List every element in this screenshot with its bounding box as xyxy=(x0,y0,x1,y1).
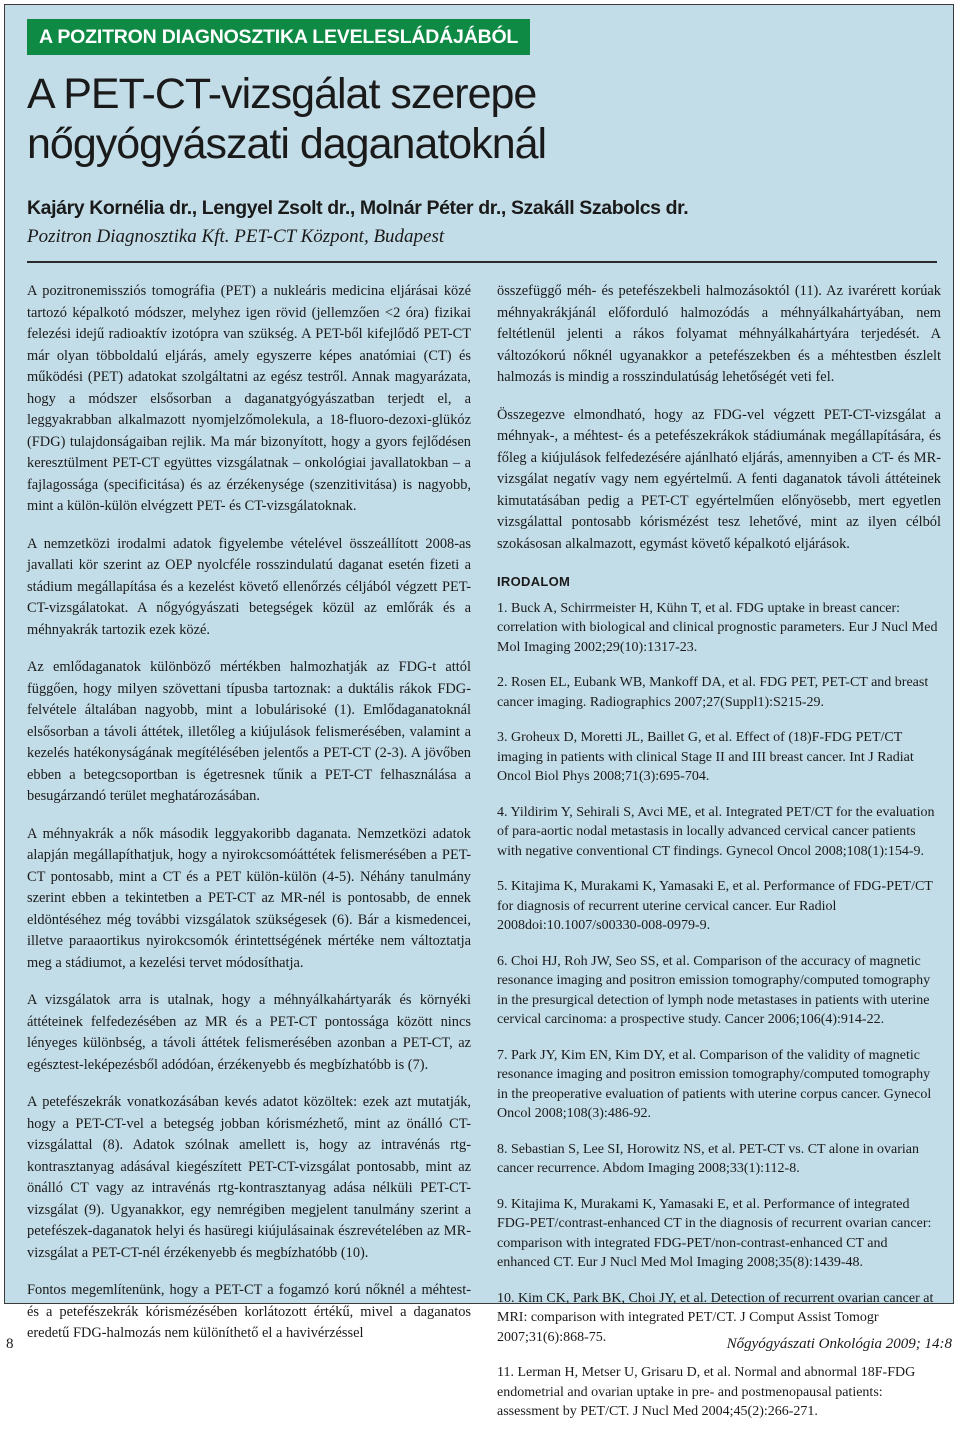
body-paragraph: A vizsgálatok arra is utalnak, hogy a méhnyálkahártyarák és környéki áttéteinek felfedezésében az MR és a PET-CT pontossága között nincs lényeges különbség, a távoli áttétek felismerésében azonban a PET-CT, az egésztest-leképezésből adódóan, érzékenyebb és megbízhatóbb is (7). xyxy=(27,992,471,1073)
body-paragraph: Az emlődaganatok különböző mértékben halmozhatják az FDG-t attól függően, hogy milyen szövettani típusba tartoznak: a duktális rákok FDG-felvétele általában nagyobb, mint a lobulárisoké (1). Emlődaganatoknál elsősorban a távoli áttétek, illetőleg a kiújulások felismerésében, valamint a kezelés hatékonyságának megítélésében jelentős a PET-CT (2-3). A jövőben ebben a betegcsoportban is égetresnek tűnik a PET-CT felhasználása a besugárzandó terület meghatározásában. xyxy=(27,659,471,804)
body-paragraph: összefüggő méh- és petefészekbeli halmozásoktól (11). Az ivarérett korúak méhnyakrákjánál előforduló halmozódás a méhnyálkahártyában, nem feltétlenül jelenti a rákos folyamat méhnyálkahártyára terjedését. A változókorú nőknél ugyanakkor a petefészekben és a méhtestben észlelt halmozás is mindig a rosszindulatúság lehetőségét veti fel. xyxy=(497,283,941,385)
body-paragraph: A petefészekrák vonatkozásában kevés adatot közöltek: ezek azt mutatják, hogy a PET-CT-vel a betegség jobban kórismézhető, mint az önálló CT-vizsgálattal (8). Adatok szólnak amellett is, hogy az intravénás rtg-kontrasztanyag adásával kiegészített PET-CT-vizsgálat pontosabb, mint az önálló CT vagy az intravénás rtg-kontrasztanyag adása nélküli PET-CT-vizsgálat (9). Ugyanakkor, egy nemrégiben megjelent tanulmány szerint a petefészek-daganatok helyi és hasüregi kiújulásainak észrevételében az MR-vizsgálat a PET-CT-nél érzékenyebb és megbízhatóbb (10). xyxy=(27,1094,471,1261)
left-column xyxy=(27,281,471,1361)
title-line-1: A PET-CT-vizsgálat szerepe xyxy=(27,70,537,118)
reference-item: 6. Choi HJ, Roh JW, Seo SS, et al. Comparison of the accuracy of magnetic resonance imaging and positron emission tomography/computed tomography in the presurgical detection of lymph node metastases in patients with uterine cervical carcinoma: a prospective study. Cancer 2006;106(4):914-22. xyxy=(497,953,931,1027)
references-heading: IRODALOM xyxy=(497,574,571,589)
body-paragraph: Összegezve elmondható, hogy az FDG-vel végzett PET-CT-vizsgálat a méhnyak-, a méhtest- és a petefészekrákok stádiumának megállapítására, és főleg a kiújulások felfedezésére ajánlható eljárás, amennyiben a CT- és MR-vizsgálat negatív vagy nem egyértelmű. A fenti daganatok távoli áttéteinek kimutatásában pedig a PET-CT egyértelműen előnyösebb, mert egyetlen vizsgálattal pontosabb kórismézést tesz lehetővé, mint az ilyen célból szokásosan alkalmazott, egymást követő képalkotó eljárások. xyxy=(497,406,941,552)
body-paragraph: A méhnyakrák a nők második leggyakoribb daganata. Nemzetközi adatok alapján megállapíthatjuk, hogy a nyirokcsomóáttétek felismerésében a PET-CT pontosabb, mint a CT és a PET külön-külön (4-5). Néhány tanulmány szerint ebben a tekintetben a PET-CT az MR-nél is pontosabb, de ennek eldöntéséhez még további vizsgálatok szükségesek (6). Bár a kismedencei, illetve paraaortikus nyirokcsomók érintettségének mértéke nem változtatja meg a stádiumot, a kezelési tervet módosíthatja. xyxy=(27,825,471,971)
authors: Kajáry Kornélia dr., Lengyel Zsolt dr., Molnár Péter dr., Szakáll Szabolcs dr. xyxy=(27,197,689,219)
reference-item: 7. Park JY, Kim EN, Kim DY, et al. Comparison of the validity of magnetic resonance imaging and positron emission tomography/computed tomography in the preoperative evaluation of patients with uterine corpus cancer. Gynecol Oncol 2008;108(3):486-92. xyxy=(497,1047,932,1121)
reference-item: 10. Kim CK, Park BK, Choi JY, et al. Detection of recurrent ovarian cancer at MRI: comparison with integrated PET/CT. J Comput Assist Tomogr 2007;31(6):868-75. xyxy=(497,1290,934,1345)
reference-item: 3. Groheux D, Moretti JL, Baillet G, et al. Effect of (18)F-FDG PET/CT imaging in patients with clinical Stage II and III breast cancer. Int J Radiat Oncol Biol Phys 2008;71(3):695-704. xyxy=(497,730,914,784)
article-title xyxy=(27,69,907,169)
header-divider xyxy=(27,261,937,263)
section-banner: A POZITRON DIAGNOSZTIKA LEVELESLÁDÁJÁBÓL xyxy=(27,19,530,55)
right-column xyxy=(497,281,941,1438)
body-paragraph: Fontos megemlítenünk, hogy a PET-CT a fogamzó korú nőknél a méhtest- és a petefészekrák kórismézésében korlátozott értékű, mivel a daganatos eredetű FDG-halmozás nem különíthető el a havivérzéssel xyxy=(27,1282,471,1341)
reference-item: 1. Buck A, Schirrmeister H, Kühn T, et al. FDG uptake in breast cancer: correlation with biological and clinical prognostic parameters. Eur J Nucl Med Mol Imaging 2002;29(10):1317-23. xyxy=(497,600,938,655)
title-line-2: nőgyógyászati daganatoknál xyxy=(27,120,547,168)
reference-item: 11. Lerman H, Metser U, Grisaru D, et al. Normal and abnormal 18F-FDG endometrial and ovarian uptake in pre- and postmenopausal patients: assessment by PET/CT. J Nucl Med 2004;45(2):266-271. xyxy=(497,1365,916,1419)
reference-item: 9. Kitajima K, Murakami K, Yamasaki E, et al. Performance of integrated FDG-PET/contrast-enhanced CT in the diagnosis of recurrent ovarian cancer: comparison with integrated FDG-PET/non-contrast-enhanced CT and enhanced CT. Eur J Nucl Med Mol Imaging 2008;35(8):1439-48. xyxy=(497,1196,932,1270)
body-paragraph: A nemzetközi irodalmi adatok figyelembe vételével összeállított 2008-as javallati kör szerint az OEP nyolcféle rosszindulatú daganat esetén fizeti a stádium megállapítása és a kezelést követő ellenőrzés céljából végzett PET-CT-vizsgálatokat. A nőgyógyászati betegségek közül az emlőrák és a méhnyakrák tartozik ezek közé. xyxy=(27,535,471,638)
body-paragraph: A pozitronemissziós tomográfia (PET) a nukleáris medicina eljárásai közé tartozó képalkotó módszer, melyhez igen rövid (jellemzően <2 óra) fizikai felezési idejű radioaktív izotópra van szükség. A PET-ből kifejlődő PET-CT már olyan többoldalú eljárás, amely egyszerre képes anatómiai (CT) és működési (PET) adatokat szolgáltatni az egész testről. Annak magyarázata, hogy a módszer elsősorban a daganatgyógyászatban terjedt el, a leggyakrabban alkalmazott nyomjelzőmolekula, a 18-fluoro-dezoxi-glükóz (FDG) tulajdonságaiban rejlik. Ma már bizonyított, hogy a gyors fejlődésen keresztülment PET-CT együttes vizsgálatnak – onkológiai javallatokban – a fajlagossága (specificitása) és az érzékenysége (szenzitivitása) is nagyobb, mint a külön-külön elvégzett PET- és CT-vizsgálatoknak. xyxy=(27,283,471,514)
reference-item: 8. Sebastian S, Lee SI, Horowitz NS, et al. PET-CT vs. CT alone in ovarian cancer recurrence. Abdom Imaging 2008;33(1):112-8. xyxy=(497,1141,920,1176)
affiliation: Pozitron Diagnosztika Kft. PET-CT Központ, Budapest xyxy=(27,226,445,247)
reference-item: 5. Kitajima K, Murakami K, Yamasaki E, et al. Performance of FDG-PET/CT for diagnosis of recurrent uterine cervical cancer. Eur Radiol 2008doi:10.1007/s00330-008-0979-9. xyxy=(497,879,933,933)
journal-citation: Nőgyógyászati Onkológia 2009; 14:8 xyxy=(726,1336,952,1352)
page-number: 8 xyxy=(6,1336,14,1352)
reference-item: 4. Yildirim Y, Sehirali S, Avci ME, et al. Integrated PET/CT for the evaluation of para-aortic nodal metastasis in locally advanced cervical cancer patients with negative conventional CT findings. Gynecol Oncol 2008;108(1):154-9. xyxy=(497,804,935,859)
reference-item: 2. Rosen EL, Eubank WB, Mankoff DA, et al. FDG PET, PET-CT and breast cancer imaging. Radiographics 2007;27(Suppl1):S215-29. xyxy=(497,675,929,710)
